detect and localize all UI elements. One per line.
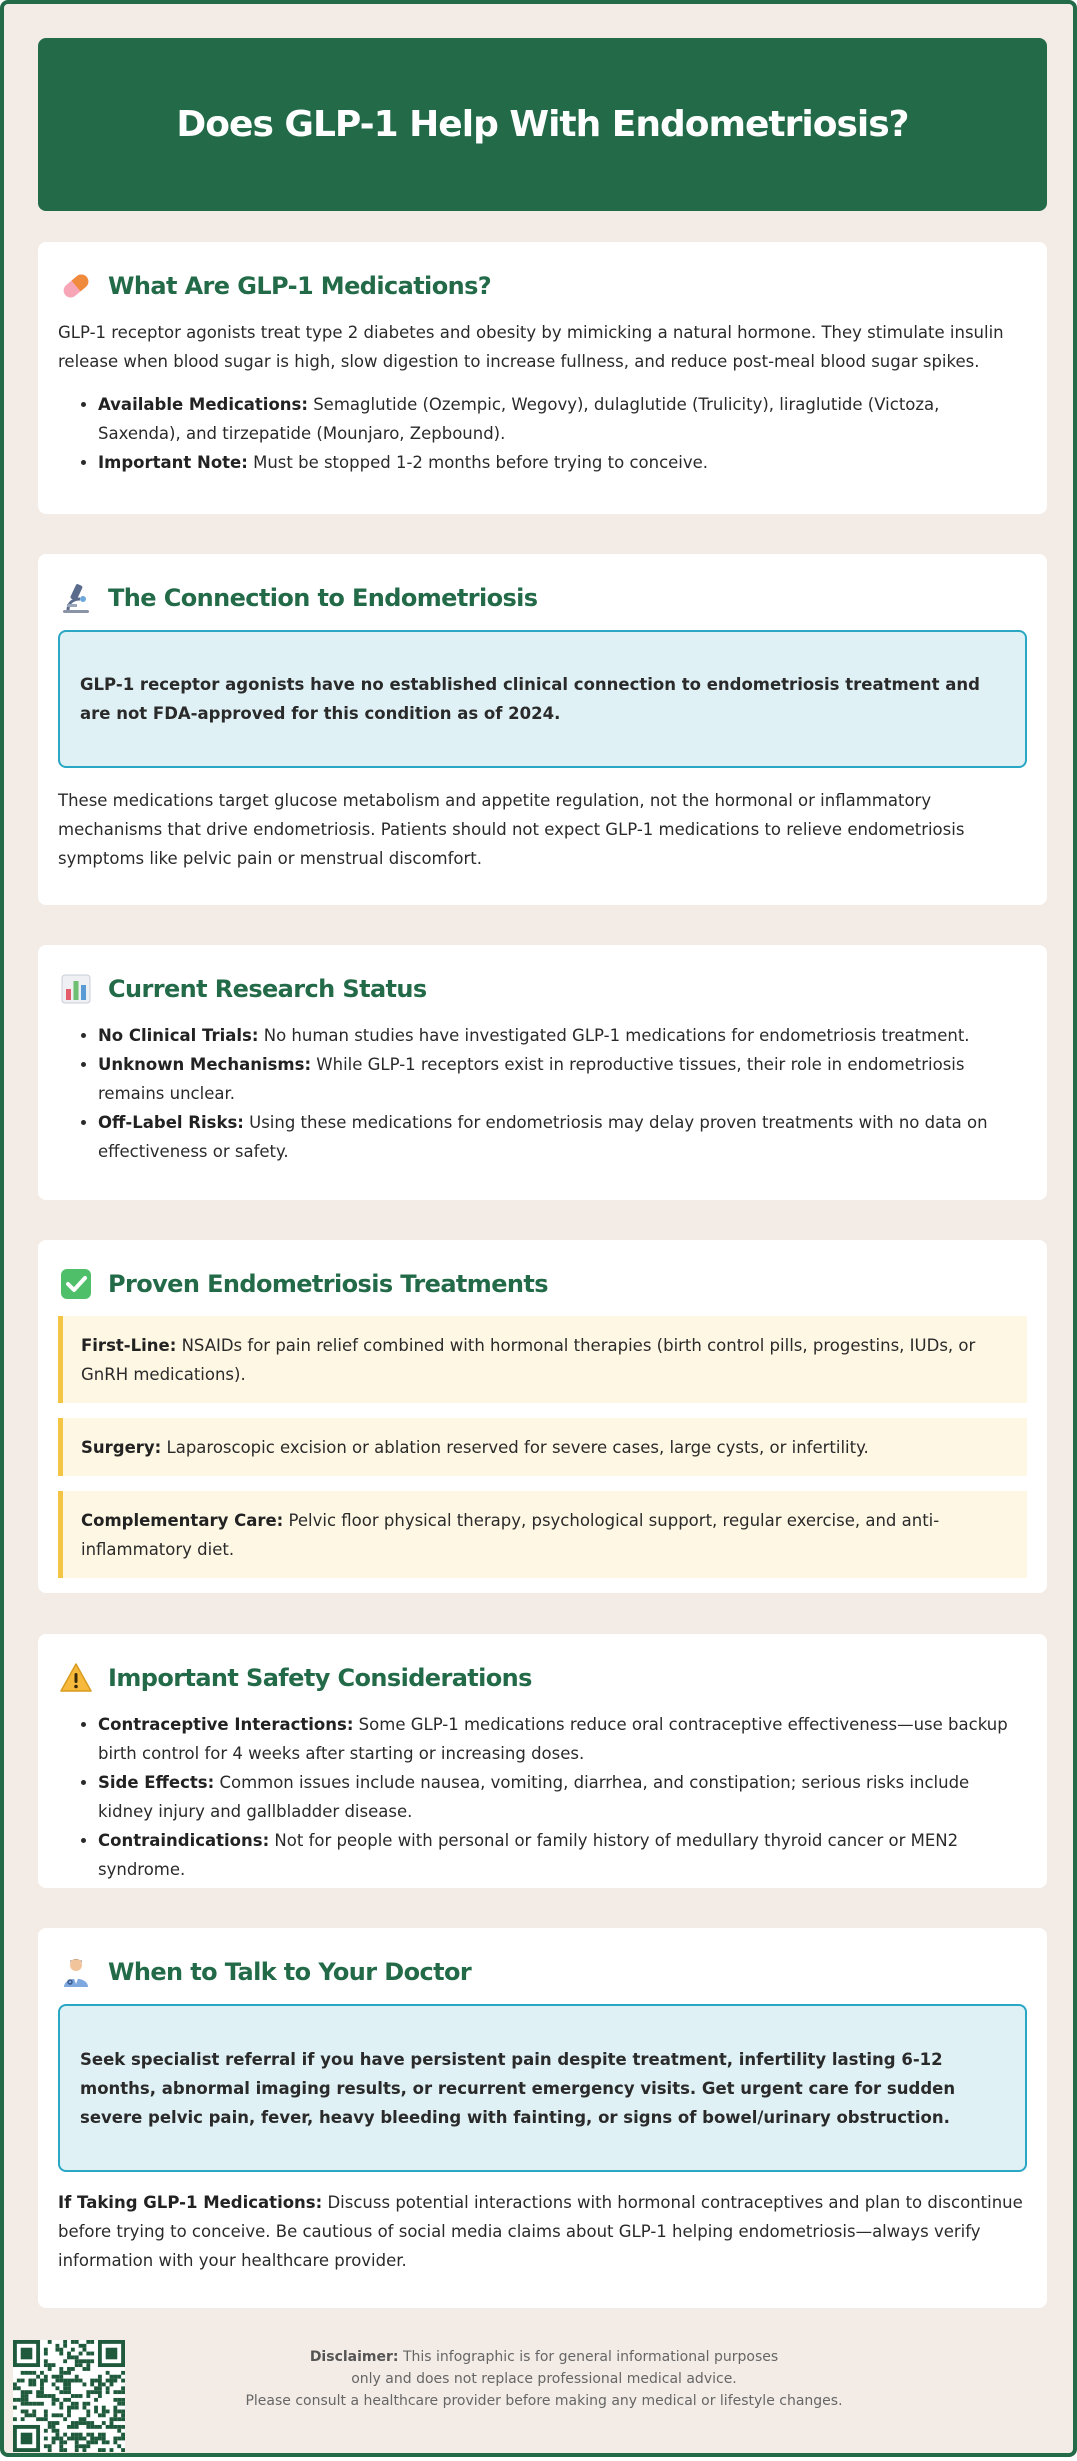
section-heading: What Are GLP-1 Medications? bbox=[108, 272, 492, 300]
list-item: • No Clinical Trials: No human studies have investigated GLP-1 medications for endometriosis treatment. bbox=[98, 1021, 1027, 1050]
section-heading: The Connection to Endometriosis bbox=[108, 584, 538, 612]
body-text: These medications target glucose metabolism and appetite regulation, not the hormonal or inflammatory mechanisms that drive endometriosis. Patients should not expect GLP-1 medications to relieve endometriosis symptoms like pelvic pain or menstrual discomfort. bbox=[58, 791, 965, 868]
callout-text: Seek specialist referral if you have persistent pain despite treatment, infertility lasting 6-12 months, abnormal imaging results, or recurrent emergency visits. Get urgent care for sudden severe pelvic pain, fever, heavy bleeding with fainting, or signs of bowel/urinary obstruction. bbox=[80, 2049, 956, 2127]
microscope-icon bbox=[58, 580, 94, 616]
card-research bbox=[38, 945, 1047, 1200]
pill-icon bbox=[58, 268, 94, 304]
page-header bbox=[38, 38, 1047, 211]
doctor-icon bbox=[58, 1954, 94, 1990]
card-heading-row bbox=[58, 1262, 1027, 1306]
section-heading: When to Talk to Your Doctor bbox=[108, 1958, 472, 1986]
bar-chart-icon bbox=[58, 971, 94, 1007]
treatment-item: First-Line: NSAIDs for pain relief combined with hormonal therapies (birth control pills, progestins, IUDs, or GnRH medications). bbox=[58, 1316, 1027, 1403]
card-heading-row bbox=[58, 576, 1027, 620]
treatment-item: Surgery: Laparoscopic excision or ablation reserved for severe cases, large cysts, or infertility. bbox=[58, 1418, 1027, 1476]
section-heading: Current Research Status bbox=[108, 975, 427, 1003]
qr-code-icon bbox=[13, 2340, 125, 2452]
safety-list bbox=[58, 1710, 1027, 1884]
card-treatments bbox=[38, 1240, 1047, 1593]
list-item: • Available Medications: Semaglutide (Ozempic, Wegovy), dulaglutide (Trulicity), liraglutide (Victoza, Saxenda), and tirzepatide (Mounjaro, Zepbound). bbox=[98, 390, 1027, 448]
list-item: • Off-Label Risks: Using these medications for endometriosis may delay proven treatments with no data on effectiveness or safety. bbox=[98, 1108, 1027, 1166]
intro-text: GLP-1 receptor agonists treat type 2 diabetes and obesity by mimicking a natural hormone. They stimulate insulin release when blood sugar is high, slow digestion to increase fullness, and reduce post-meal blood sugar spikes. bbox=[58, 323, 1004, 371]
info-callout bbox=[58, 2004, 1027, 2172]
card-heading-row bbox=[58, 967, 1027, 1011]
list-item: • Important Note: Must be stopped 1-2 months before trying to conceive. bbox=[98, 448, 1027, 477]
card-medications bbox=[38, 242, 1047, 514]
check-mark-icon bbox=[58, 1266, 94, 1302]
page-title: Does GLP-1 Help With Endometriosis? bbox=[176, 104, 909, 145]
research-list bbox=[58, 1021, 1027, 1166]
list-item: • Contraindications: Not for people with personal or family history of medullary thyroid cancer or MEN2 syndrome. bbox=[98, 1826, 1027, 1884]
card-heading-row bbox=[58, 1950, 1027, 1994]
card-heading-row bbox=[58, 264, 1027, 308]
note-text: If Taking GLP-1 Medications: Discuss potential interactions with hormonal contraceptives and plan to discontinue before trying to conceive. Be cautious of social media claims about GLP-1 helping endometriosis—always verify information with your healthcare provider. bbox=[58, 2193, 1023, 2270]
card-connection bbox=[38, 554, 1047, 905]
list-item: • Contraceptive Interactions: Some GLP-1 medications reduce oral contraceptive effectiveness—use backup birth control for 4 weeks after starting or increasing doses. bbox=[98, 1710, 1027, 1768]
footer bbox=[4, 2334, 1077, 2461]
list-item: • Side Effects: Common issues include nausea, vomiting, diarrhea, and constipation; serious risks include kidney injury and gallbladder disease. bbox=[98, 1768, 1027, 1826]
warning-icon bbox=[58, 1660, 94, 1696]
medication-list bbox=[58, 390, 1027, 477]
list-item: • Unknown Mechanisms: While GLP-1 receptors exist in reproductive tissues, their role in endometriosis remains unclear. bbox=[98, 1050, 1027, 1108]
card-heading-row bbox=[58, 1656, 1027, 1700]
card-safety bbox=[38, 1634, 1047, 1888]
section-heading: Important Safety Considerations bbox=[108, 1664, 532, 1692]
treatment-item: Complementary Care: Pelvic floor physical therapy, psychological support, regular exercise, and anti-inflammatory diet. bbox=[58, 1491, 1027, 1578]
card-doctor bbox=[38, 1928, 1047, 2308]
section-heading: Proven Endometriosis Treatments bbox=[108, 1270, 548, 1298]
callout-text: GLP-1 receptor agonists have no established clinical connection to endometriosis treatment and are not FDA-approved for this condition as of 2024. bbox=[80, 675, 980, 723]
info-callout bbox=[58, 630, 1027, 768]
disclaimer: Disclaimer: This infographic is for general informational purposes only and does not replace professional medical advice. Please consult a healthcare provider before making any medical or lifestyle changes. bbox=[245, 2349, 843, 2409]
